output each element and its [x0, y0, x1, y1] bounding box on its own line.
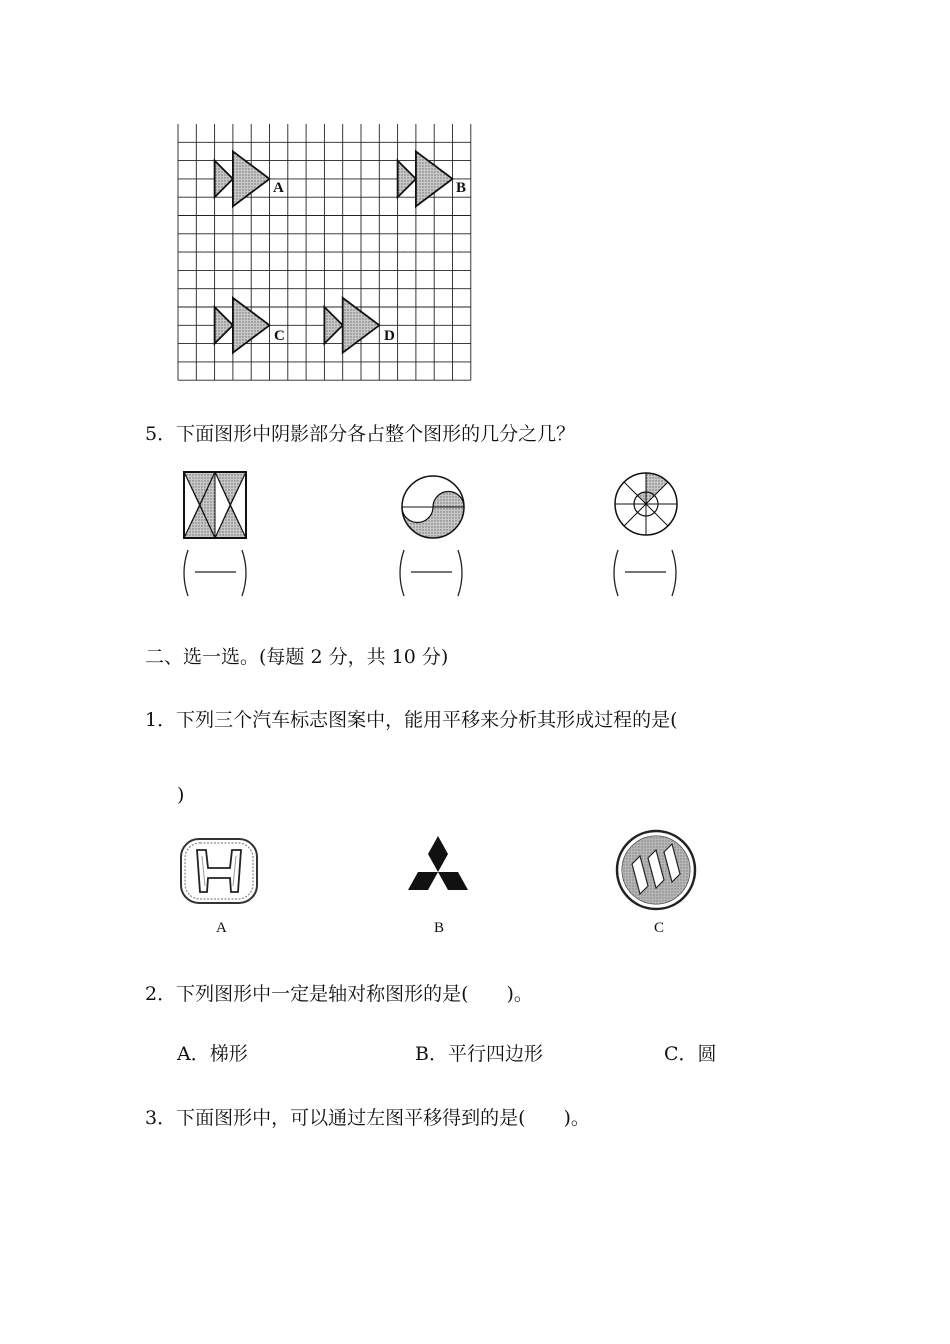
fraction-figure-circle-sectors — [610, 468, 682, 540]
logo-label-b: B — [434, 920, 445, 936]
option-text: 圆 — [697, 1043, 717, 1065]
grid-label-b: B — [456, 180, 467, 196]
arrow-shape-a — [215, 151, 270, 206]
fraction-figure-square — [180, 468, 255, 543]
question-5 — [145, 425, 575, 444]
option-letter: B． — [415, 1043, 448, 1065]
option-text: 平行四边形 — [447, 1043, 543, 1065]
question-2 — [145, 985, 533, 1004]
grid-figure — [170, 120, 480, 390]
question-1 — [145, 711, 678, 730]
arrow-shape-b — [398, 151, 453, 206]
question-number: 3． — [145, 1107, 177, 1129]
question-text: 下面图形中阴影部分各占整个图形的几分之几？ — [176, 423, 576, 445]
grid-label-d: D — [384, 328, 395, 344]
question-number: 2． — [145, 983, 177, 1005]
logo-honda[interactable] — [178, 836, 260, 906]
arrow-shape-c — [215, 298, 270, 353]
question-3 — [145, 1109, 590, 1128]
logo-mitsubishi[interactable] — [398, 834, 478, 906]
option-b[interactable] — [415, 1045, 543, 1064]
section-title: 二、选一选。(每题 2 分，共 10 分) — [145, 646, 449, 668]
question-1-close-paren: ) — [177, 784, 185, 806]
option-a[interactable] — [177, 1045, 248, 1064]
grid-label-a: A — [273, 180, 284, 196]
logo-label-c: C — [654, 920, 665, 936]
question-text: 下列三个汽车标志图案中，能用平移来分析其形成过程的是( — [176, 709, 678, 731]
arrow-shape-d — [324, 298, 379, 353]
answer-blank-1[interactable] — [180, 548, 250, 598]
logo-buick[interactable] — [614, 828, 698, 912]
question-number: 5． — [145, 423, 177, 445]
option-letter: A． — [177, 1043, 210, 1065]
answer-blank-3[interactable] — [610, 548, 680, 598]
question-text: 下面图形中，可以通过左图平移得到的是( )。 — [176, 1107, 590, 1129]
answer-blank-2[interactable] — [396, 548, 466, 598]
question-text: 下列图形中一定是轴对称图形的是( )。 — [176, 983, 533, 1005]
option-text: 梯形 — [209, 1043, 248, 1065]
fraction-figure-circle-half — [398, 472, 468, 542]
grid-label-c: C — [274, 328, 285, 344]
option-c[interactable] — [664, 1045, 717, 1064]
question-number: 1． — [145, 709, 177, 731]
logo-label-a: A — [216, 920, 227, 936]
option-letter: C． — [664, 1043, 698, 1065]
